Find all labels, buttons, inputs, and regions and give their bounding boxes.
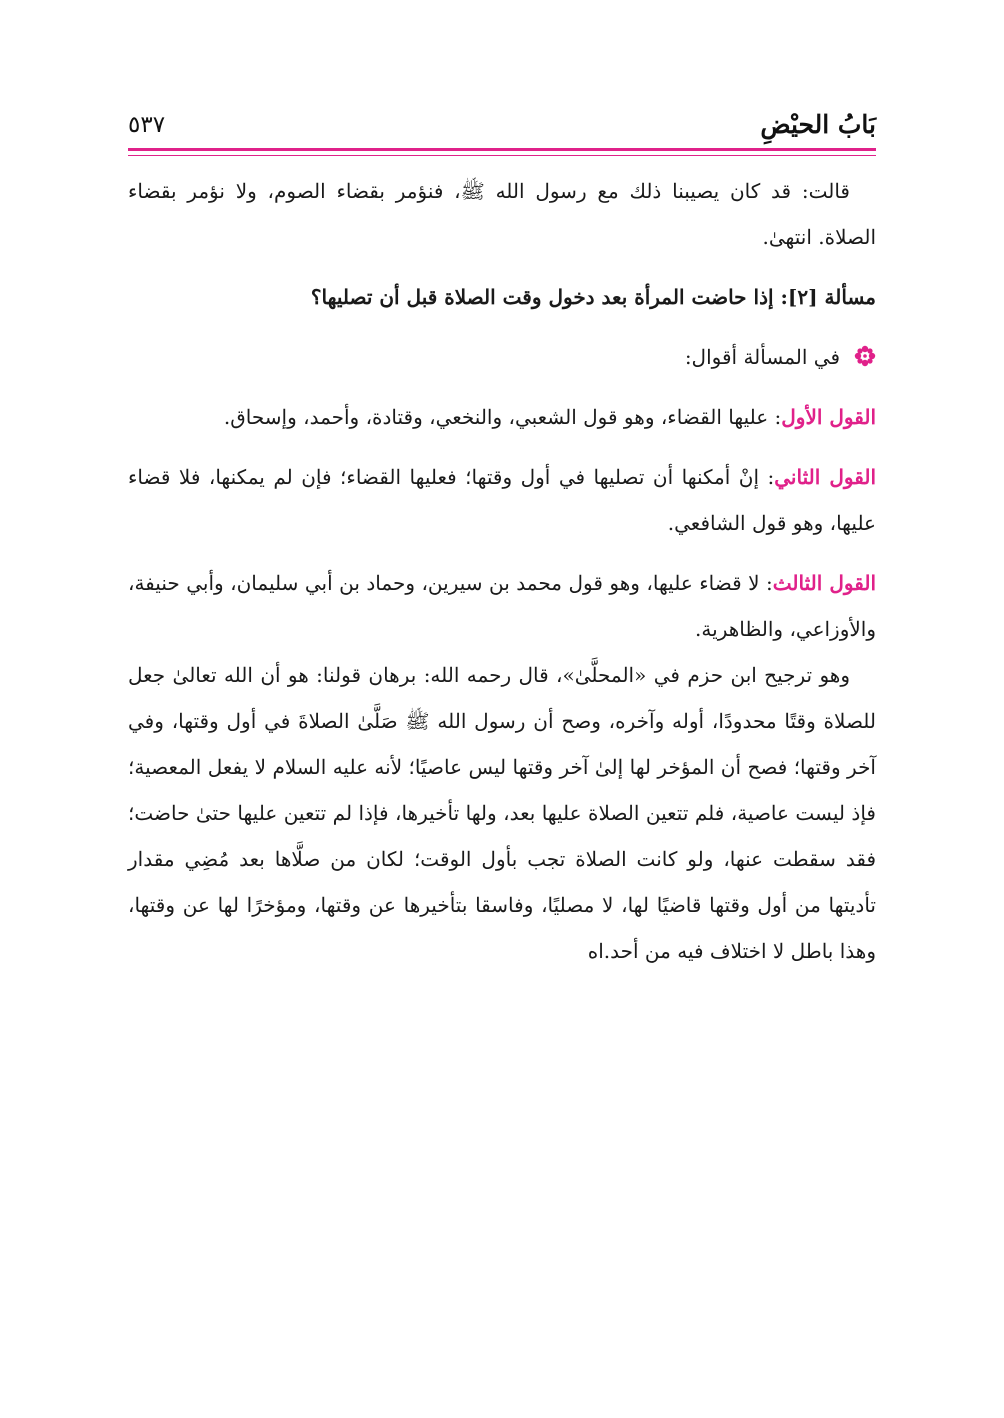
- flower-icon: [854, 337, 876, 359]
- opinion-first: [128, 394, 876, 440]
- paragraph-ibn-hazm: وهو ترجيح ابن حزم في «المحلَّىٰ»، قال رحمه الله: برهان قولنا: هو أن الله تعالىٰ جعل للصلاة وقتًا محدودًا، أوله وآخره، وصح أن رسول الله ﷺ صَلَّىٰ الصلاةَ في أول وقتها، وفي آخر وقتها؛ فصح أن المؤخر لها إلىٰ آخر وقتها ليس عاصيًا؛ لأنه عليه السلام لا يفعل المعصية؛ فإذ ليست عاصية، فلم تتعين الصلاة عليها بعد، ولها تأخيرها، فإذا لم تتعين عليها حتىٰ حاضت؛ فقد سقطت عنها، ولو كانت الصلاة تجب بأول الوقت؛ لكان من صلَّاها بعد مُضِي مقدار تأديتها من أول وقتها قاضيًا لها، لا مصليًا، وفاسقا بتأخيرها عن وقتها، ومؤخرًا لها عن وقتها، وهذا باطل لا اختلاف فيه من أحد.اه: [128, 663, 877, 963]
- issue-heading: [128, 274, 876, 320]
- opinions-intro: [128, 334, 876, 380]
- opinion-first-text: : عليها القضاء، وهو قول الشعبي، والنخعي، وقتادة، وأحمد، وإسحاق.: [223, 405, 782, 429]
- header-rule-thick: [128, 148, 876, 151]
- header-rule-thin: [128, 155, 876, 156]
- issue-label: مسألة [٢]:: [780, 285, 876, 309]
- opinion-third: [128, 560, 876, 652]
- opinion-third-label: القول الثالث: [772, 571, 876, 595]
- opinion-third-text: : لا قضاء عليها، وهو قول محمد بن سيرين، وحماد بن أبي سليمان، وأبي حنيفة، والأوزاعي، والظاهرية.: [128, 571, 876, 641]
- opinion-second-label: القول الثاني: [774, 465, 877, 489]
- chapter-title: بَابُ الحيْضِ: [760, 110, 876, 139]
- opinions-intro-text: في المسألة أقوال:: [684, 345, 840, 369]
- paragraph-hadith: قالت: قد كان يصيبنا ذلك مع رسول الله ﷺ، فنؤمر بقضاء الصوم، ولا نؤمر بقضاء الصلاة. انتهىٰ.: [128, 179, 876, 249]
- opinion-second: [128, 454, 876, 546]
- opinion-second-text: : إنْ أمكنها أن تصليها في أول وقتها؛ فعليها القضاء؛ فإن لم يمكنها، فلا قضاء عليها، وهو قول الشافعي.: [128, 465, 876, 535]
- opinion-first-label: القول الأول: [781, 405, 876, 429]
- page-number: ٥٣٧: [128, 112, 166, 138]
- page-header: [128, 108, 876, 152]
- issue-text: إذا حاضت المرأة بعد دخول وقت الصلاة قبل أن تصليها؟: [310, 285, 781, 309]
- page-body: [128, 168, 876, 974]
